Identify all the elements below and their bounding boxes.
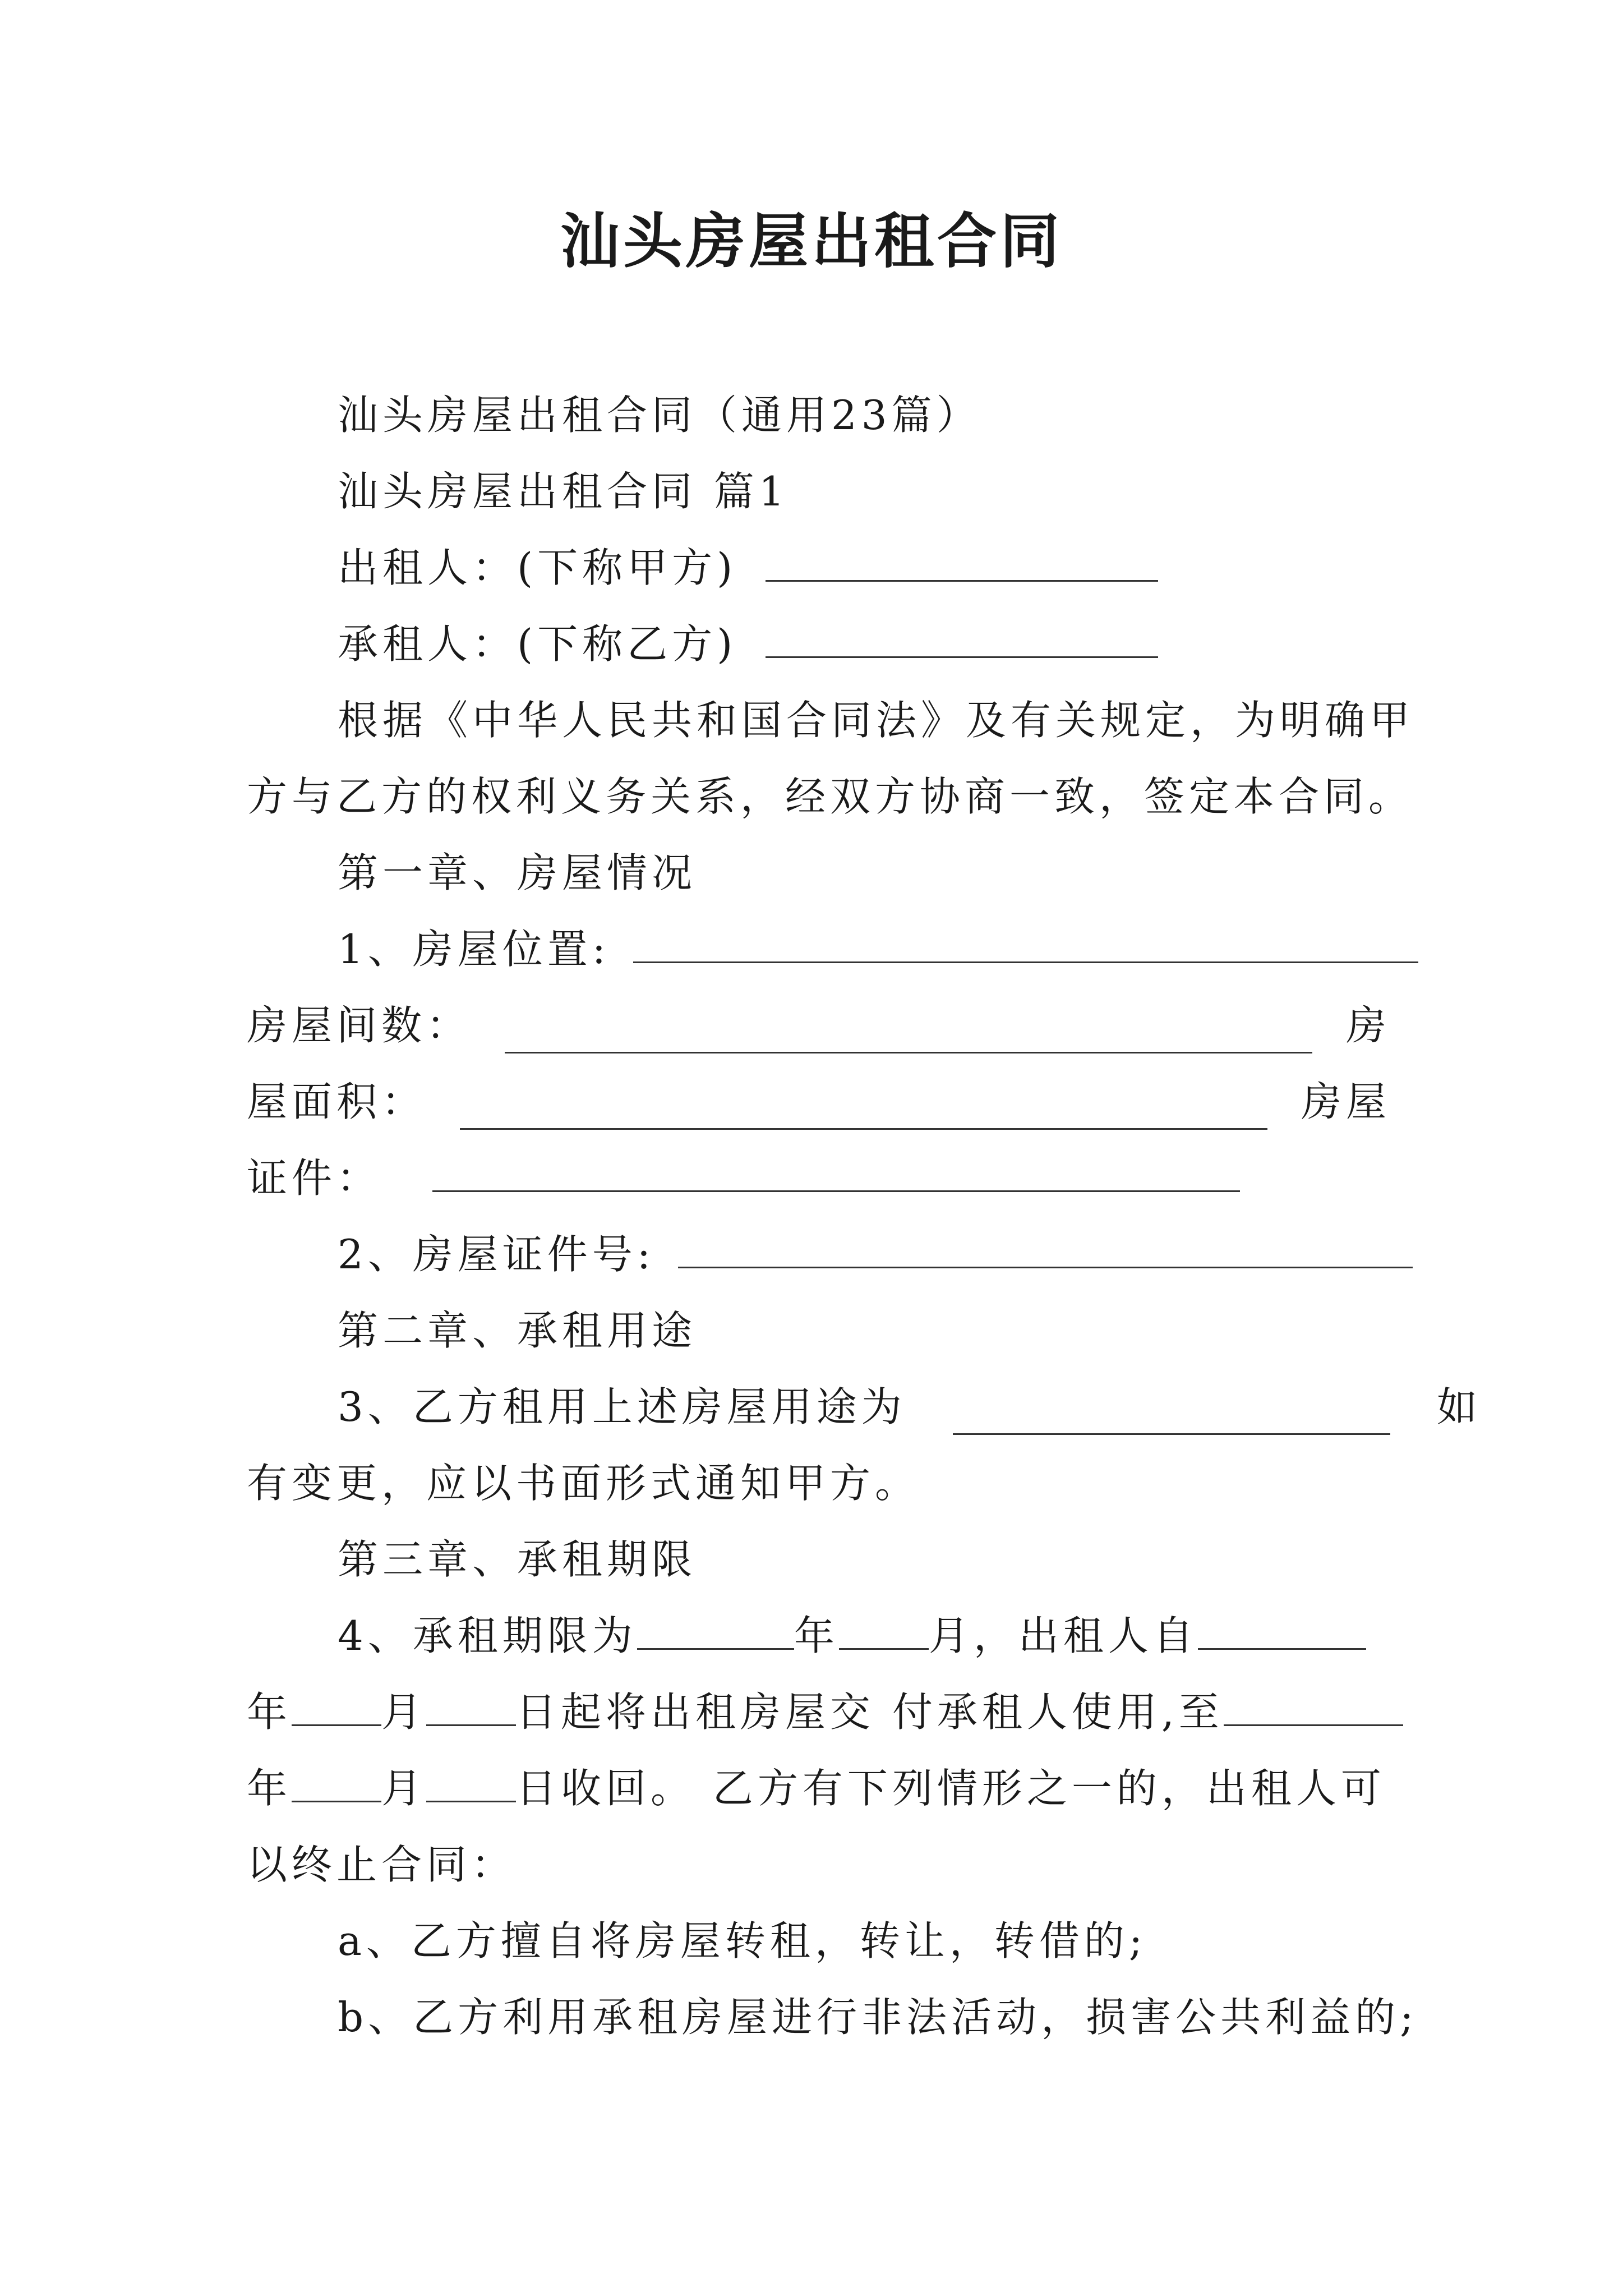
section-heading-text: 汕头房屋出租合同 篇1 (338, 468, 789, 515)
house-area-label: 屋面积： (247, 1078, 427, 1125)
house-certificate-label: 证件： (247, 1154, 382, 1202)
lessee-blank[interactable] (766, 617, 1158, 658)
years-blank[interactable] (637, 1609, 794, 1650)
lease-from-label: 月，出租人自 (928, 1612, 1198, 1659)
lessor-label: 出租人：(下称甲方) (338, 544, 737, 591)
year-unit: 年 (247, 1765, 292, 1812)
house-location-line (247, 921, 1482, 977)
subtitle-line (247, 387, 1482, 443)
house-location-blank[interactable] (633, 922, 1418, 963)
lessee-label: 承租人：(下称乙方) (338, 620, 737, 668)
certificate-number-line (247, 1226, 1482, 1282)
certificate-number-blank[interactable] (678, 1227, 1413, 1268)
room-count-label: 房屋间数： (247, 1002, 472, 1049)
paragraph-text: 有变更，应以书面形式通知甲方。 (247, 1460, 920, 1507)
clause-a (247, 1913, 1482, 1969)
continued-text: 房屋 (1301, 1078, 1391, 1125)
chapter-heading (247, 845, 1482, 901)
start-day-blank[interactable] (426, 1685, 516, 1726)
lessee-line (247, 616, 1482, 672)
lease-end-text: 日收回。 乙方有下列情形之一的，出租人可 (516, 1765, 1386, 1812)
clause-b (247, 1989, 1482, 2045)
paragraph-text: 方与乙方的权利义务关系，经双方协商一致，签定本合同。 (247, 773, 1414, 820)
clause-text: b、乙方利用承租房屋进行非法活动，损害公共利益的; (338, 1994, 1418, 2041)
house-area-blank[interactable] (460, 1089, 1267, 1130)
lease-term-line (247, 1608, 1482, 1664)
month-unit: 月 (381, 1688, 427, 1736)
lease-start-text: 日起将出租房屋交 付承租人使用,至 (516, 1688, 1224, 1736)
certificate-number-label: 2、房屋证件号: (338, 1231, 656, 1278)
house-area-line (247, 1074, 1391, 1130)
house-certificate-line (247, 1150, 1391, 1206)
year-unit: 年 (794, 1612, 839, 1659)
paragraph-text: 根据《中华人民共和国合同法》及有关规定，为明确甲 (338, 697, 1415, 744)
lease-end-line (247, 1760, 1391, 1816)
continued-text: 如 (1436, 1383, 1482, 1430)
document-title: 汕头房屋出租合同 (560, 206, 1063, 276)
chapter-heading (247, 1303, 1482, 1359)
paragraph-line (247, 1455, 1391, 1511)
lease-start-line (247, 1684, 1391, 1740)
paragraph-text: 以终止合同： (247, 1841, 517, 1888)
room-count-line (247, 997, 1391, 1053)
paragraph-line (247, 1837, 1391, 1893)
month-unit: 月 (381, 1765, 427, 1812)
chapter-heading (247, 1531, 1482, 1588)
chapter-heading-text: 第二章、承租用途 (338, 1307, 697, 1354)
chapter-heading-text: 第一章、房屋情况 (338, 849, 697, 896)
start-year-blank[interactable] (1198, 1609, 1366, 1650)
paragraph-line (247, 692, 1482, 748)
room-count-blank[interactable] (505, 1013, 1312, 1053)
house-location-label: 1、房屋位置: (338, 926, 611, 973)
subtitle-text: 汕头房屋出租合同（通用23篇） (338, 392, 981, 439)
usage-blank[interactable] (953, 1394, 1390, 1435)
end-month-blank[interactable] (292, 1761, 381, 1802)
start-month-blank[interactable] (292, 1685, 381, 1726)
chapter-heading-text: 第三章、承租期限 (338, 1536, 697, 1583)
year-unit: 年 (247, 1688, 292, 1736)
lease-term-label: 4、承租期限为 (338, 1612, 637, 1659)
usage-line (247, 1379, 1482, 1435)
continued-text: 房 (1345, 1002, 1391, 1049)
paragraph-line (247, 769, 1414, 825)
clause-text: a、乙方擅自将房屋转租，转让，转借的; (338, 1917, 1147, 1964)
end-day-blank[interactable] (426, 1761, 516, 1802)
months-blank[interactable] (839, 1609, 929, 1650)
lessor-line (247, 540, 1482, 596)
house-certificate-blank[interactable] (432, 1151, 1240, 1192)
end-year-blank[interactable] (1224, 1685, 1403, 1726)
lessor-blank[interactable] (766, 541, 1158, 582)
section-heading-line (247, 463, 1482, 519)
usage-label: 3、乙方租用上述房屋用途为 (338, 1383, 906, 1430)
